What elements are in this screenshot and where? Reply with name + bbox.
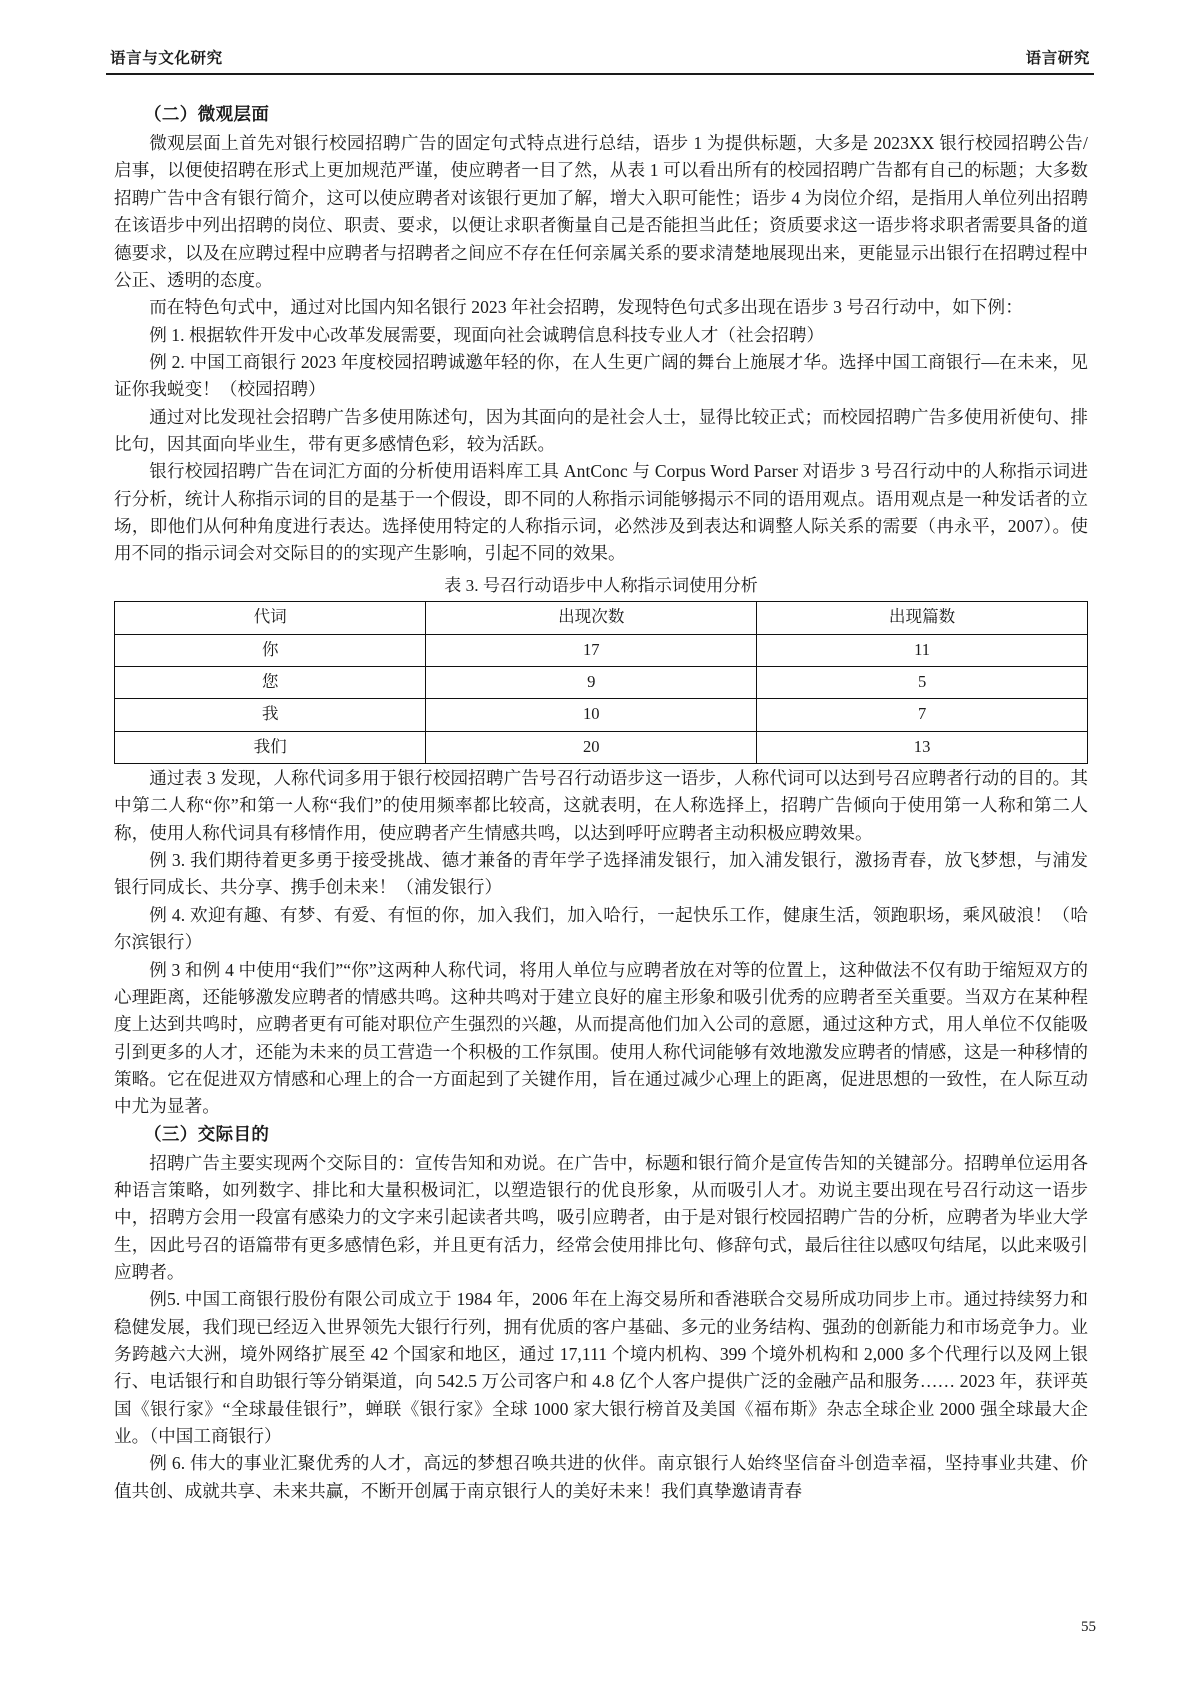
pronoun-usage-table — [114, 601, 1088, 764]
cell-documents: 7 — [757, 699, 1088, 731]
paragraph-communicative-purpose: 招聘广告主要实现两个交际目的：宣传告知和劝说。在广告中，标题和银行简介是宣传告知的关键部分。招聘单位运用各种语言策略，如列数字、排比和大量积极词汇，以塑造银行的优良形象，从而吸引人才。劝说主要出现在号召行动这一语步中，招聘方会用一段富有感染力的文字来引起读者共鸣，吸引应聘者，由于是对银行校园招聘广告的分析，应聘者为毕业大学生，因此号召的语篇带有更多感情色彩，并且更有活力，经常会使用排比句、修辞句式，最后往往以感叹句结尾，以此来吸引应聘者。 — [114, 1152, 1088, 1283]
cell-pronoun: 我们 — [115, 731, 426, 763]
table-row — [115, 731, 1088, 763]
running-head — [84, 46, 1116, 73]
cell-occurrences: 9 — [426, 666, 757, 698]
cell-occurrences: 17 — [426, 634, 757, 666]
cell-occurrences: 20 — [426, 731, 757, 763]
paragraph-antconc-analysis: 银行校园招聘广告在词汇方面的分析使用语料库工具 AntConc 与 Corpus Word Parser 对语步 3 号召行动中的人称指示词进行分析，统计人称指示词的目的是基于一个假设，即不同的人称指示词能够揭示不同的语用观点。语用观点是一种发话者的立场，即他们从何种角度进行表达。选择使用特定的人称指示词，必然涉及到表达和调整人际关系的需要（冉永平，2007）。使用不同的指示词会对交际目的的实现产生影响，引起不同的效果。 — [114, 461, 1088, 564]
cell-documents: 13 — [757, 731, 1088, 763]
cell-pronoun: 你 — [115, 634, 426, 666]
cell-occurrences: 10 — [426, 699, 757, 731]
table-row — [115, 666, 1088, 698]
section-heading-micro: （二）微观层面 — [144, 104, 270, 124]
cell-pronoun: 我 — [115, 699, 426, 731]
page-number: 55 — [1081, 1619, 1096, 1635]
paragraph-special-sentence: 而在特色句式中，通过对比国内知名银行 2023 年社会招聘，发现特色句式多出现在语步 3 号召行动中，如下例： — [149, 297, 1023, 318]
paragraph-micro-intro: 微观层面上首先对银行校园招聘广告的固定句式特点进行总结，语步 1 为提供标题，大多是 2023XX 银行校园招聘公告/启事，以便使招聘在形式上更加规范严谨，使应聘者一目了然，从表 1 可以看出所有的校园招聘广告都有自己的标题；大多数招聘广告中含有银行简介，这可以使应聘者对该银行更加了解，增大入职可能性；语步 4 为岗位介绍，是指用人单位列出招聘在该语步中列出招聘的岗位、职责、要求，以便让求职者衡量自己是否能担当此任；资质要求这一语步将求职者需要具备的道德要求，以及在应聘过程中应聘者与招聘者之间应不存在任何亲属关系的要求清楚地展现出来，更能显示出银行在招聘过程中公正、透明的态度。 — [114, 133, 1088, 290]
running-head-rule — [106, 73, 1094, 75]
table-header-pronoun: 代词 — [115, 602, 426, 634]
example-2: 例 2. 中国工商银行 2023 年度校园招聘诚邀年轻的你，在人生更广阔的舞台上施展才华。选择中国工商银行—在未来，见证你我蜕变！（校园招聘） — [114, 351, 1088, 400]
table-header-row — [115, 602, 1088, 634]
table-caption: 表 3. 号召行动语步中人称指示词使用分析 — [444, 575, 758, 595]
table-header-occurrences: 出现次数 — [426, 602, 757, 634]
cell-pronoun: 您 — [115, 666, 426, 698]
cell-documents: 11 — [757, 634, 1088, 666]
running-head-right: 语言研究 — [1025, 50, 1090, 67]
example-4: 例 4. 欢迎有趣、有梦、有爱、有恒的你，加入我们，加入哈行，一起快乐工作，健康生活，领跑职场，乘风破浪！（哈尔滨银行） — [114, 904, 1088, 953]
running-head-left: 语言与文化研究 — [110, 50, 223, 67]
cell-documents: 5 — [757, 666, 1088, 698]
table-row — [115, 634, 1088, 666]
section-heading-purpose: （三）交际目的 — [144, 1123, 270, 1144]
paragraph-table3-findings: 通过表 3 发现，人称代词多用于银行校园招聘广告号召行动语步这一语步，人称代词可以达到号召应聘者行动的目的。其中第二人称“你”和第一人称“我们”的使用频率都比较高，这就表明，在人称选择上，招聘广告倾向于使用第一人称和第二人称，使用人称代词具有移情作用，使应聘者产生情感共鸣，以达到呼吁应聘者主动积极应聘效果。 — [114, 768, 1088, 843]
table-row — [115, 699, 1088, 731]
example-5: 例5. 中国工商银行股份有限公司成立于 1984 年，2006 年在上海交易所和香港联合交易所成功同步上市。通过持续努力和稳健发展，我们现已经迈入世界领先大银行行列，拥有优质的客户基础、多元的业务结构、强劲的创新能力和市场竞争力。业务跨越六大洲，境外网络扩展至 42 个国家和地区，通过 17,111 个境内机构、399 个境外机构和 2,000 多个代理行以及网上银行、电话银行和自助银行等分销渠道，向 542.5 万公司客户和 4.8 亿个人客户提供广泛的金融产品和服务…… 2023 年，获评英国《银行家》“全球最佳银行”，蝉联《银行家》全球 1000 家大银行榜首及美国《福布斯》杂志全球企业 2000 强全球最大企业。（中国工商银行） — [114, 1289, 1088, 1447]
page-body — [84, 101, 1116, 1505]
example-1: 例 1. 根据软件开发中心改革发展需要，现面向社会诚聘信息科技专业人才（社会招聘） — [149, 324, 825, 345]
table-header-documents: 出现篇数 — [757, 602, 1088, 634]
paragraph-empathy-analysis: 例 3 和例 4 中使用“我们”“你”这两种人称代词，将用人单位与应聘者放在对等的位置上，这种做法不仅有助于缩短双方的心理距离，还能够激发应聘者的情感共鸣。这种共鸣对于建立良好的雇主形象和吸引优秀的应聘者至关重要。当双方在某种程度上达到共鸣时，应聘者更有可能对职位产生强烈的兴趣，从而提高他们加入公司的意愿，通过这种方式，用人单位不仅能吸引到更多的人才，还能为未来的员工营造一个积极的工作氛围。使用人称代词能够有效地激发应聘者的情感，这是一种移情的策略。它在促进双方情感和心理上的合一方面起到了关键作用，旨在通过减少心理上的距离，促进思想的一致性，在人际互动中尤为显著。 — [114, 959, 1088, 1117]
paragraph-comparison: 通过对比发现社会招聘广告多使用陈述句，因为其面向的是社会人士，显得比较正式；而校园招聘广告多使用祈使句、排比句，因其面向毕业生，带有更多感情色彩，较为活跃。 — [114, 406, 1088, 454]
example-3: 例 3. 我们期待着更多勇于接受挑战、德才兼备的青年学子选择浦发银行，加入浦发银行，激扬青春，放飞梦想，与浦发银行同成长、共分享、携手创未来！（浦发银行） — [114, 850, 1088, 898]
example-6: 例 6. 伟大的事业汇聚优秀的人才，高远的梦想召唤共进的伙伴。南京银行人始终坚信奋斗创造幸福，坚持事业共建、价值共创、成就共享、未来共赢，不断开创属于南京银行人的美好未来！我们真挚邀请青春 — [114, 1453, 1088, 1501]
